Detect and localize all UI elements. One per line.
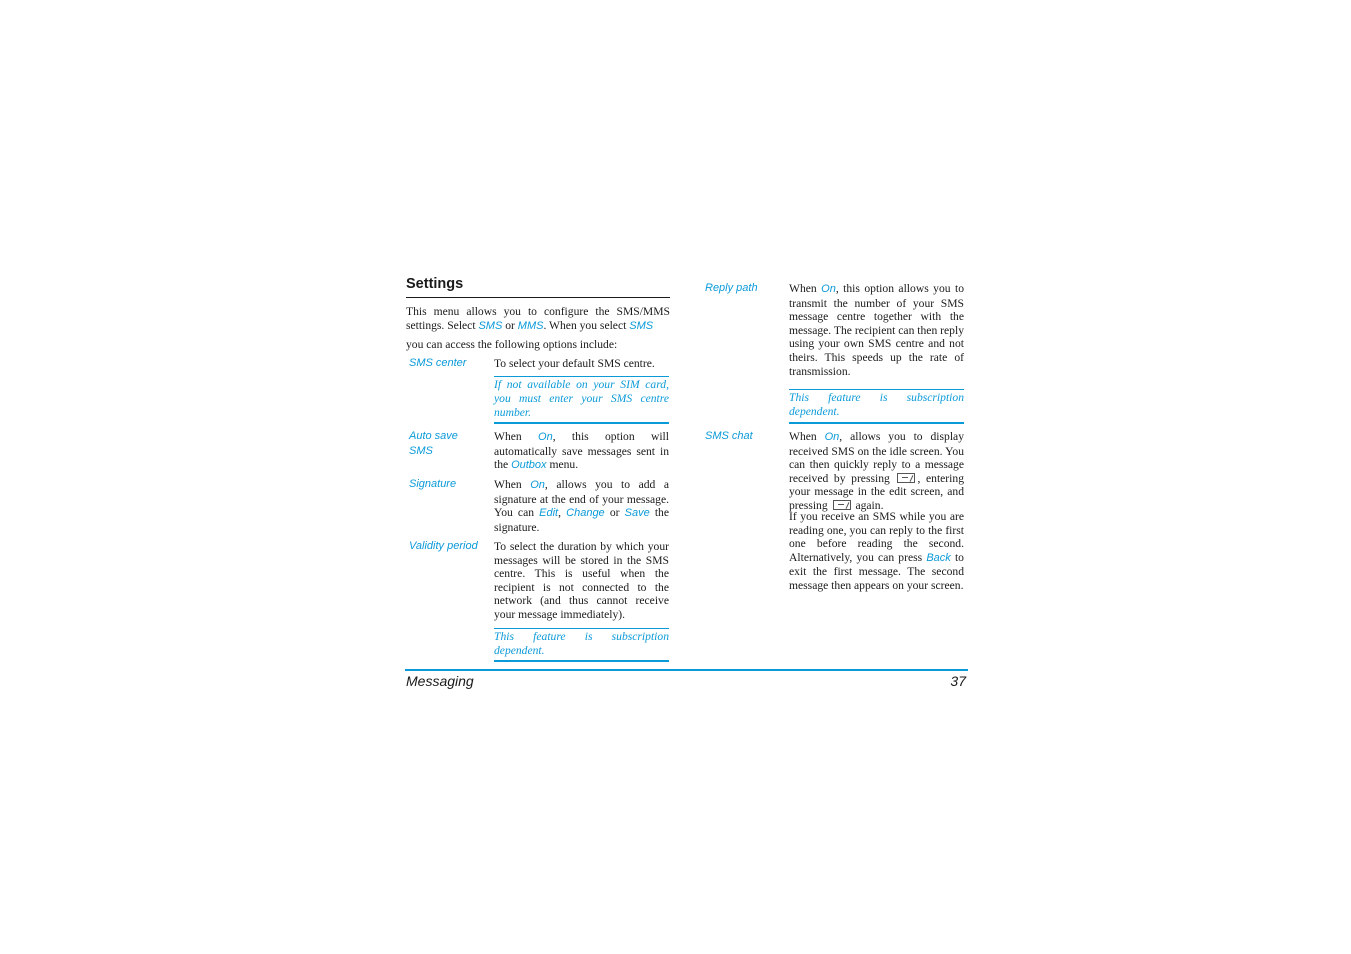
option-label-sms-chat: SMS chat: [705, 430, 753, 442]
page-number: 37: [950, 673, 966, 689]
option-text-signature: When On, allows you to add a signature at the end of your message. You can Edit, Change or Save the signature.: [494, 478, 669, 534]
message-key-icon: [833, 500, 851, 510]
note-validity: This feature is subscription dependent.: [494, 628, 669, 662]
intro-paragraph-2: you can access the following options include:: [406, 338, 618, 351]
option-label-auto-save: Auto save SMS: [409, 430, 458, 457]
option-text-sms-chat-2: If you receive an SMS while you are reading one, you can reply to the first one before reading the second. Alternatively, you can press Back to exit the first message. The second message then appears on your screen.: [789, 510, 964, 592]
kw-sms: SMS: [478, 319, 503, 332]
section-title: Settings: [406, 276, 464, 292]
option-text-sms-chat: When On, allows you to display received SMS on the idle screen. You can then quickly reply to a message received by pressing , entering your message in the edit screen, and pressing again.: [789, 430, 964, 512]
intro-paragraph: This menu allows you to configure the SMS/MMS settings. Select SMS or MMS. When you select SMS: [406, 305, 670, 332]
option-text-auto-save: When On, this option will automatically save messages sent in the Outbox menu.: [494, 430, 669, 472]
note-reply-path: This feature is subscription dependent.: [789, 389, 964, 424]
kw-sms-2: SMS: [629, 319, 654, 332]
footer-chapter: Messaging: [406, 673, 474, 689]
note-sms-center: If not available on your SIM card, you must enter your SMS centre number.: [494, 376, 669, 424]
option-label-reply-path: Reply path: [705, 282, 758, 294]
footer-rule: [405, 669, 968, 671]
option-text-reply-path: When On, this option allows you to transmit the number of your SMS message centre together with the message. The recipient can then reply using your own SMS centre and not theirs. This speeds up the rate of transmission.: [789, 282, 964, 378]
kw-mms: MMS: [517, 319, 544, 332]
option-text-validity: To select the duration by which your messages will be stored in the SMS centre. This is useful when the recipient is not connected to the network (and thus cannot receive your message immediately).: [494, 540, 669, 621]
option-label-sms-center: SMS center: [409, 357, 467, 369]
option-label-signature: Signature: [409, 478, 457, 490]
title-rule: [406, 297, 670, 298]
message-key-icon: [897, 473, 915, 483]
option-label-validity: Validity period: [409, 540, 478, 552]
option-text-sms-center: To select your default SMS centre.: [494, 357, 655, 370]
